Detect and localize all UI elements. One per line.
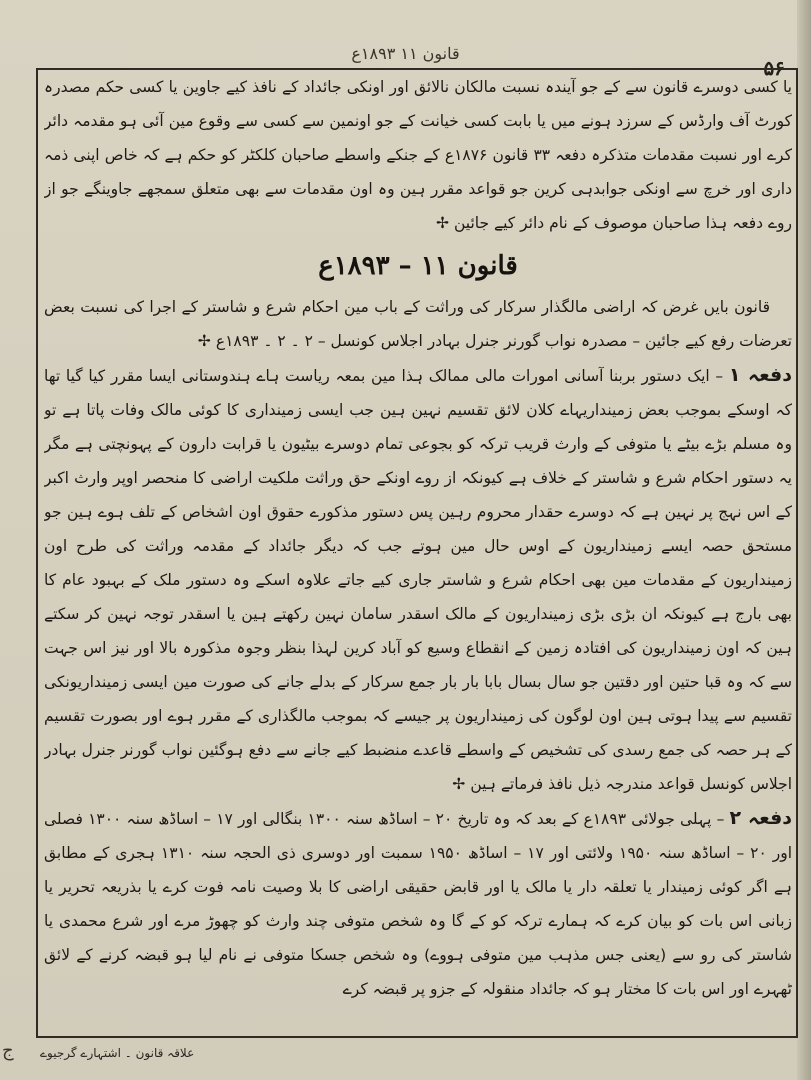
page-header: [0, 38, 811, 80]
section-2-label: دفعہ ۲: [729, 807, 792, 829]
section-1: [44, 358, 792, 801]
page-content: [44, 70, 792, 1034]
section-2-text: – پہلی جولائی ۱۸۹۳ع کے بعد کہ وہ تاریخ ۲۰ – اساڈھ سنہ ۱۳۰۰ بنگالی اور ۱۷ – اساڈھ سنہ ۱۳۰۰ فصلی اور ۲۰ – اساڈھ سنہ ۱۹۵۰ ولائتی اور ۱۷ – اساڈھ ۱۹۵۰ سمبت اور دوسری ذی الحجہ سنہ ۱۳۱۰ ہجری کے مطابق ہے اگر کوئی زمیندار یا تعلقہ دار یا مالک یا اور قابض حقیقی اراضی کا بلا وصیت نامہ فوت کرے یا بذریعہ تحریر یا زبانی اس بات کو بیان کرے کہ ہمارے ترکہ کو کے گا وہ شخص متوفی چند وارث کو چھوڑ مرے اور شرع محمدی یا شاستر کی رو سے (یعنی جس مذہب مین متوفی ہووے) وہ شخص جسکا متوفی نے نام لیا ہو قبضہ کرنے کے لائق ٹھہرے اور اس بات کا مختار ہو کہ جائداد منقولہ کے جزو پر قبضہ کرے: [44, 810, 792, 998]
section-2: [44, 801, 792, 1006]
book-spine-shadow: [797, 0, 811, 1080]
section-1-text: – ایک دستور بربنا آسانی امورات مالی ممالک ہذا مین بمعہ ریاست ہاے ہندوستانی ایسا مقرر کیا گیا تھا کہ اوسکے بموجب بعض زمینداریہاے کلان لائق تقسیم نہین ہین جب ایسی زمینداری کا کوئی مالک وفات پاتا ہے تو وہ مسلم بڑے بیٹے یا متوفی کے وارث قریب ترکہ کو بجوعی تمام دوسرے بیٹیون یا قرابت دارون کے پہونچتی ہے مگر یہ دستور احکام شرع و شاستر کے خلاف ہے کیونکہ از روے اونکے حق وراثت ملکیت اراضی کا منحصر اوپر وارث اکبر کے اس نہج پر نہین ہے کہ دوسرے حقدار محروم رہین پس دستور مذکورے حقوق اون اشخاص کے تلف ہوے ہین جو مستحق حصہ ایسے زمینداریون کے اوس حال مین ہوتے جب کہ دیگر جائداد کے مقدمہ وراثت کی طرح اون زمینداریون کے مقدمات مین بھی احکام شرع و شاستر جاری کیے جاتے علاوہ اسکے وہ دستور ملک کے بہبود عام کا بھی بارج ہے کیونکہ ان بڑی بڑی زمینداریون کے مالک اسقدر سامان نہین رکھتے ہین یا اسقدر توجہ نہین کر سکتے ہین کہ اون زمینداریون کی افتادہ زمین کے انقطاع وسیع کو آباد کرین لہذا بنظر وجوہ مذکورہ بالا اور نیز اس جہت سے کہ وہ قبا حتین اور دقتین جو سال بسال بابا بار بار جمع سرکار کے بدلے جانے کی صورت مین ایسی زمینداریونکی تقسیم سے پیدا ہوتی ہین اون لوگون کی زمینداریون پر جیسے کہ بموجب مالگذاری کے مقرر ہوے اور بصورت تقسیم کے ہر حصہ کی جمع رسدی کی تشخیص کے واسطے قاعدے منضبط کیے جانے سے دفع ہوگئین نواب گورنر جنرل بہادر اجلاس کونسل قواعد مندرجہ ذیل نافذ فرماتے ہین ✢: [44, 367, 792, 793]
intro-paragraph: یا کسی دوسرے قانون سے کے جو آیندہ نسبت مالکان نالائق اور اونکی جائداد کے نافذ کیے جاوین یا کسی حکم مصدرہ کورٹ آف وارڈس کے سرزد ہونے میں یا بابت کسی خیانت کے جو اونمین سے کسی سے وقوع مین آئی ہو مقدمہ دائر کرے اور نسبت مقدمات متذکرہ دفعہ ۳۳ قانون ۱۸۷۶ع کے جنکے واسطے صاحبان کلکٹر کو حکم ہے کہ خاص اپنی ذمہ داری اور خرچ سے اونکی جوابدہی کرین جو قواعد مقرر ہین وہ اون مقدمات سے بھی متعلق سمجھے جاوینگے جو از روے دفعہ ہذا صاحبان موصوف کے نام دائر کیے جائین ✢: [44, 78, 792, 232]
running-title: قانون ۱۱ ۱۸۹۳ع: [351, 44, 460, 63]
page-number: ۵۶: [763, 56, 785, 80]
section-1-label: دفعہ ۱: [728, 364, 792, 386]
act-title: قانون ۱۱ – ۱۸۹۳ع: [318, 251, 518, 281]
margin-mark: ج: [2, 1040, 14, 1061]
catchword-text: علاقہ قانون ۔ اشتہارے گرجیوے: [40, 1046, 195, 1060]
catchword: [40, 1046, 340, 1060]
preamble: قانون بایں غرض کہ اراضی مالگذار سرکار کی وراثت کے باب مین احکام شرع و شاستر کے اجرا کی نسبت بعض تعرضات رفع کیے جائین – مصدرہ نواب گورنر جنرل بہادر اجلاس کونسل – ۲ ۔ ۲ ۔ ۱۸۹۳ع ✢: [44, 298, 792, 350]
